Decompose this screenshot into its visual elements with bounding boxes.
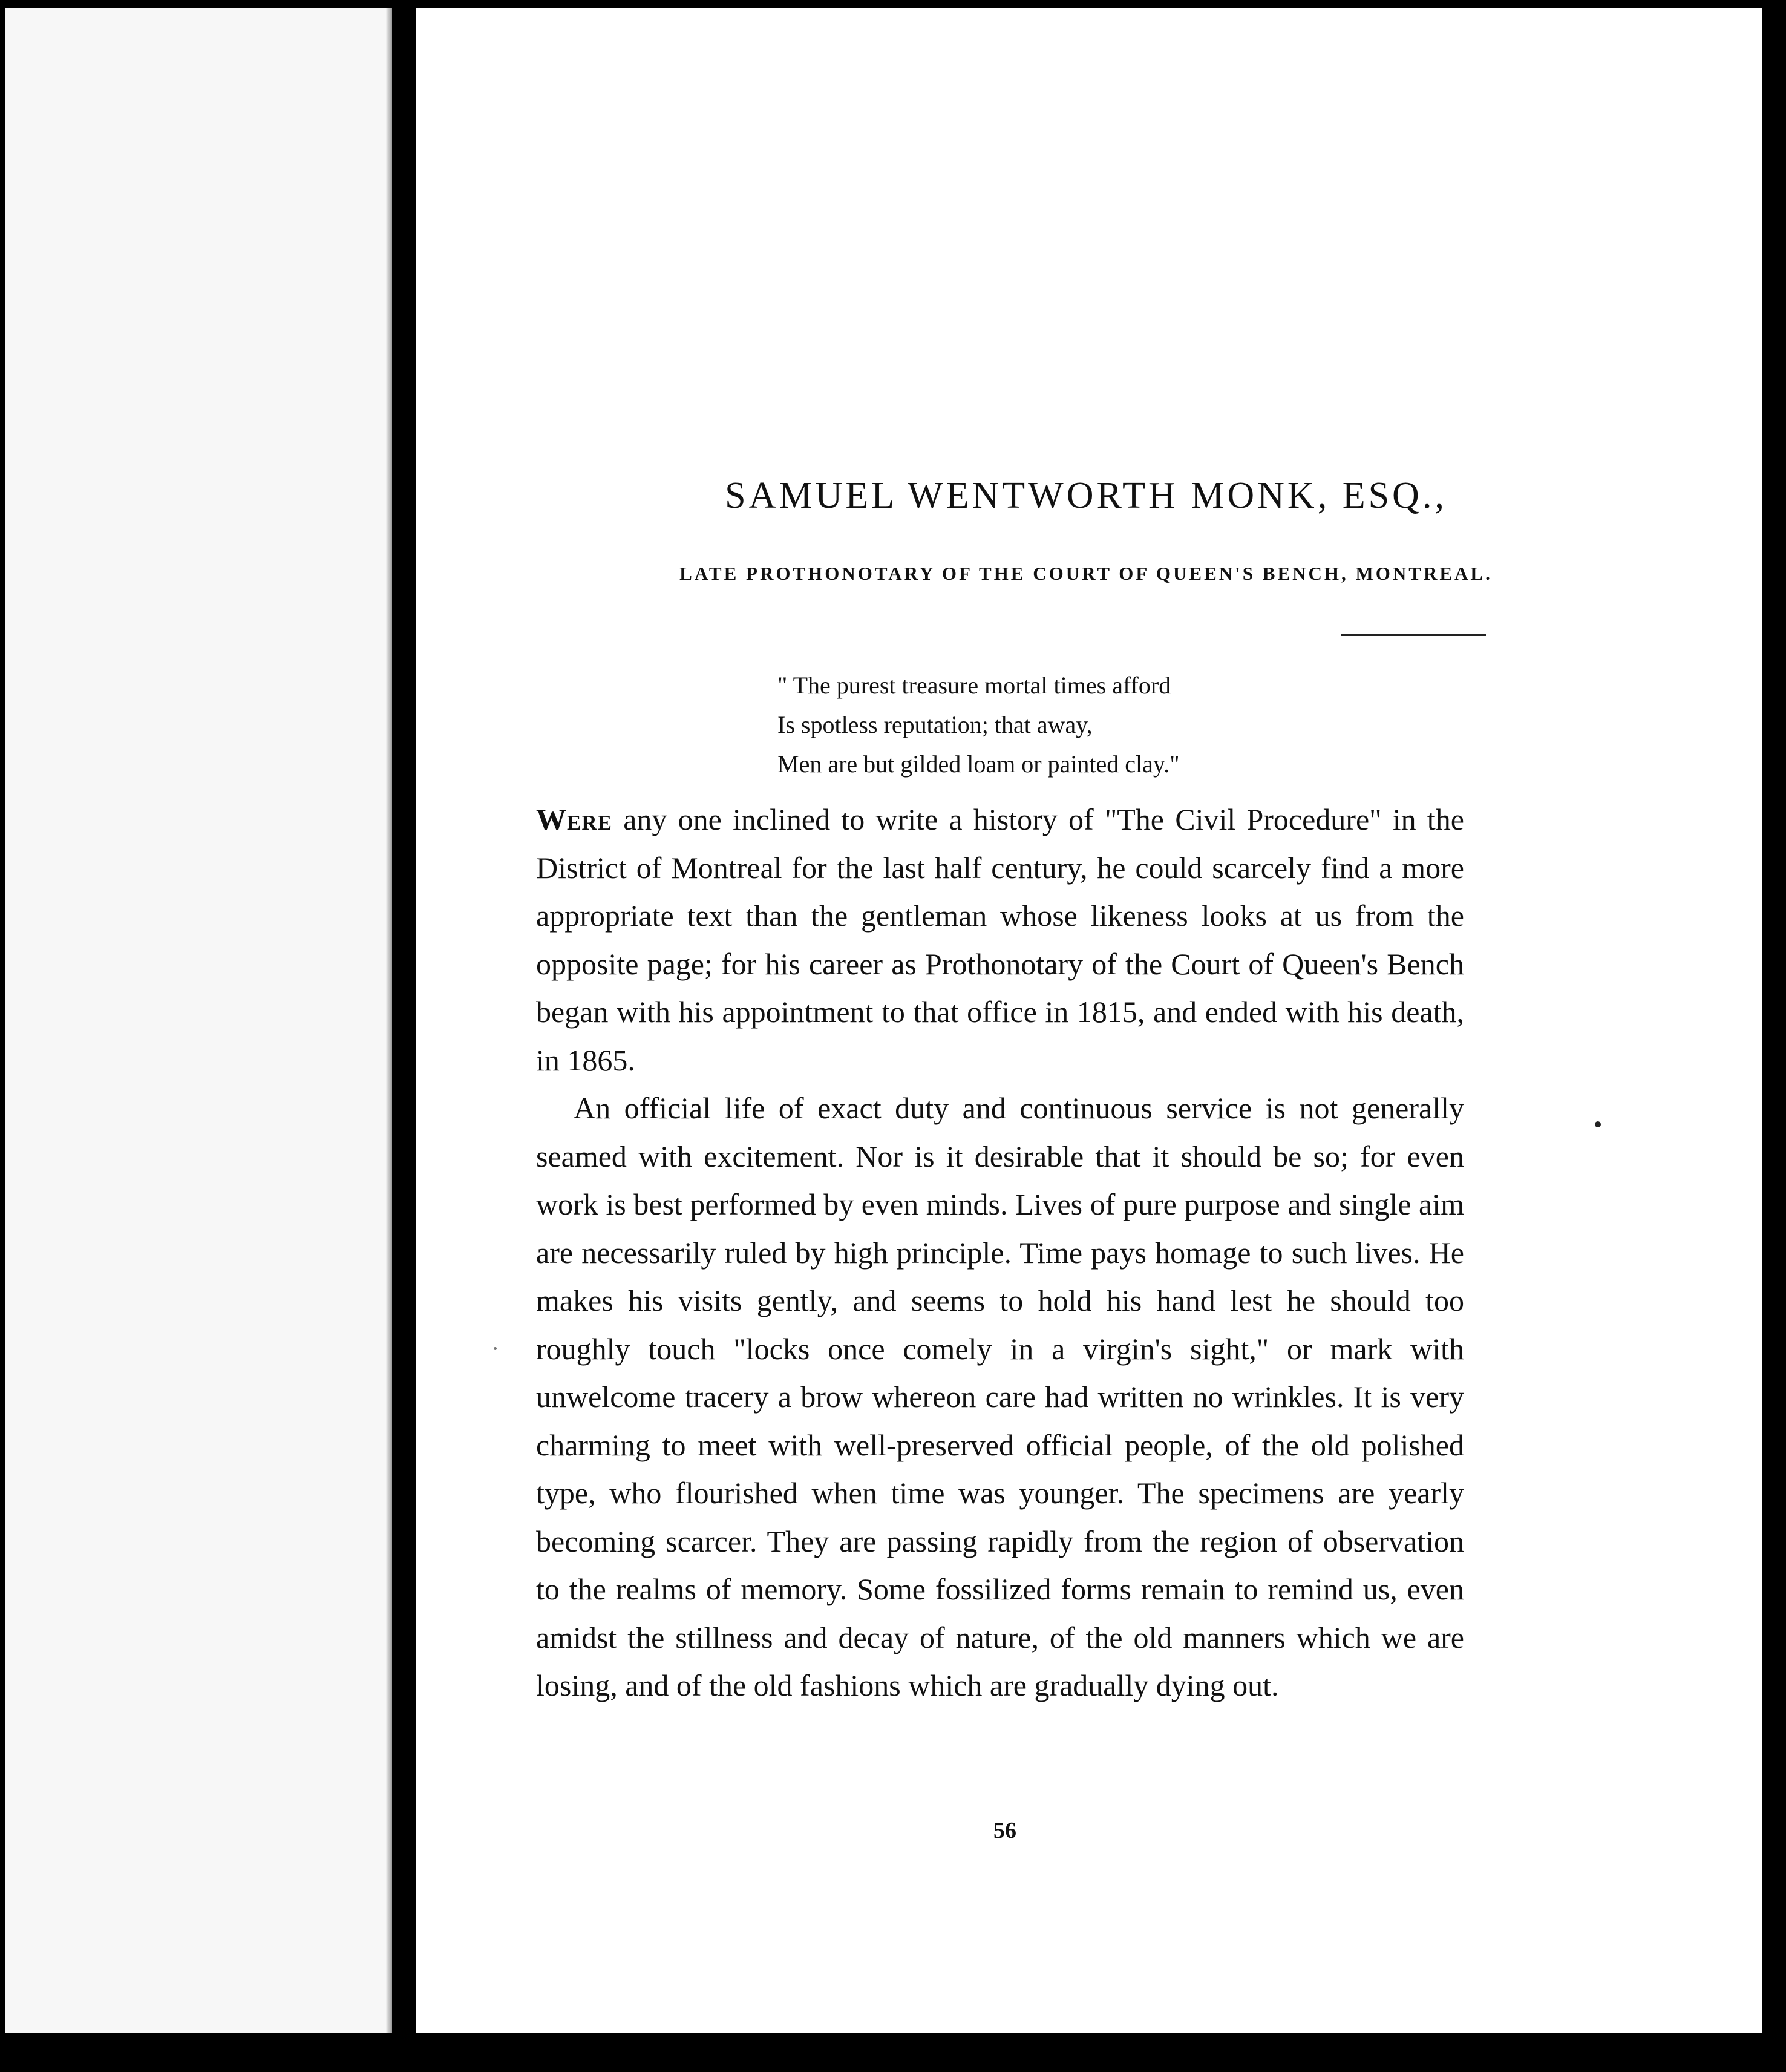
epigraph-line: " The purest treasure mortal times afford bbox=[777, 672, 1171, 699]
scan-border-right bbox=[1762, 0, 1786, 2072]
scan-border-bottom bbox=[0, 2033, 1786, 2072]
paragraph-1 bbox=[536, 796, 1464, 1084]
gutter-shadow bbox=[386, 8, 392, 2033]
epigraph-line: Is spotless reputation; that away, bbox=[777, 711, 1093, 738]
facing-page-blank bbox=[5, 8, 392, 2033]
scan-border-top bbox=[0, 0, 1786, 8]
scan-border-left bbox=[0, 0, 5, 2072]
scan-speck bbox=[494, 1347, 497, 1350]
paragraph-1-text: any one inclined to write a history of "The Civil Procedure" in the District of Montreal for the last half century, he could scarcely find a more appropriate text than the gentleman whose likeness looks at us from the opposite page; for his career as Prothonotary of the Court of Queen's Bench began with his appointment to that office in 1815, and ended with his death, in 1865. bbox=[536, 802, 1464, 1077]
scan-speck bbox=[1595, 1121, 1601, 1127]
page-subtitle: LATE PROTHONOTARY OF THE COURT OF QUEEN'S BENCH, MONTREAL. bbox=[679, 563, 1493, 584]
epigraph-line: Men are but gilded loam or painted clay." bbox=[777, 750, 1180, 778]
drop-lead-word: Were bbox=[536, 802, 612, 836]
body-text bbox=[536, 796, 1464, 1710]
epigraph-quote bbox=[777, 666, 1322, 784]
book-spine bbox=[392, 0, 416, 2033]
page-number: 56 bbox=[993, 1818, 1016, 1843]
page-title: SAMUEL WENTWORTH MONK, ESQ., bbox=[725, 475, 1447, 516]
title-divider bbox=[1341, 634, 1486, 636]
paragraph-2: An official life of exact duty and continuous service is not generally seamed with excitement. Nor is it desirable that it should be so; for even work is best performed by even minds. Lives of pure purpose and single aim are necessarily ruled by high principle. Time pays homage to such lives. He makes his visits gently, and seems to hold his hand lest he should too roughly touch "locks once comely in a virgin's sight," or mark with unwelcome tracery a brow whereon care had written no wrinkles. It is very charming to meet with well-preserved official people, of the old polished type, who flourished when time was younger. The specimens are yearly becoming scarcer. They are passing rapidly from the region of observation to the realms of memory. Some fossilized forms remain to remind us, even amidst the stillness and decay of nature, of the old manners which we are losing, and of the old fashions which are gradually dying out. bbox=[536, 1091, 1464, 1702]
